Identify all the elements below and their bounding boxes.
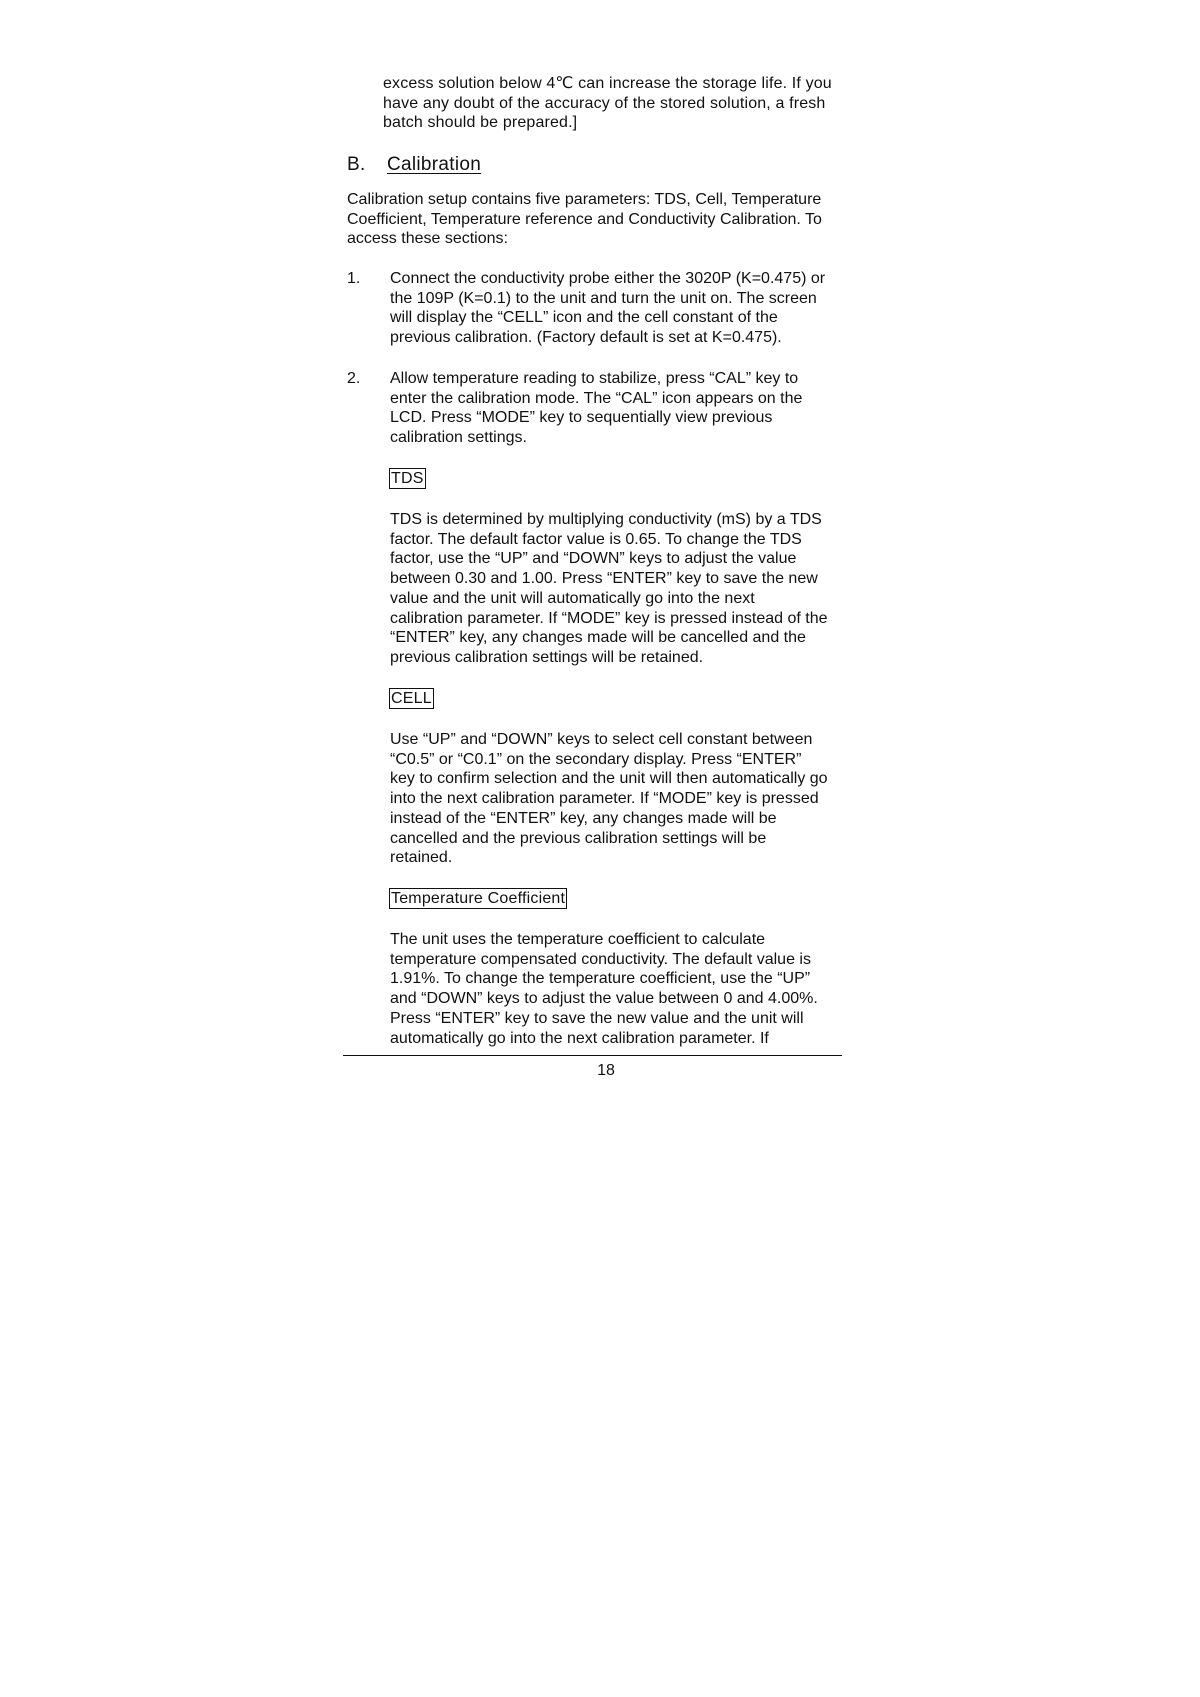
paragraph-line: Coefficient, Temperature reference and Conductivity Calibration. To [347, 210, 822, 228]
intro-continuation-paragraph [383, 74, 865, 133]
paragraph-line: value and the unit will automatically go into the next [390, 589, 755, 607]
step-number: 1. [347, 270, 361, 287]
section-intro-paragraph [347, 190, 867, 249]
paragraph-line: will display the “CELL” icon and the cell constant of the [390, 309, 778, 327]
param-label-temperature-coefficient [389, 888, 567, 909]
paragraph-line: calibration parameter. If “MODE” key is pressed instead of the [390, 609, 828, 627]
paragraph-line: previous calibration settings will be retained. [390, 648, 704, 666]
paragraph-line: LCD. Press “MODE” key to sequentially view previous [390, 409, 773, 427]
paragraph-line: Press “ENTER” key to save the new value and the unit will [390, 1009, 804, 1027]
paragraph-line: key to confirm selection and the unit will then automatically go [390, 770, 828, 788]
page-number: 18 [597, 1062, 615, 1079]
paragraph-line: Allow temperature reading to stabilize, press “CAL” key to [390, 370, 799, 387]
step-text [390, 369, 870, 448]
paragraph-line: instead of the “ENTER” key, any changes made will be [390, 809, 777, 827]
step-number: 2. [347, 370, 361, 387]
paragraph-line: factor. The default factor value is 0.65. To change the TDS [390, 530, 802, 548]
paragraph-line: 1.91%. To change the temperature coefficient, use the “UP” [390, 970, 811, 988]
paragraph-line: “ENTER” key, any changes made will be cancelled and the [390, 629, 806, 647]
paragraph-line: the 109P (K=0.1) to the unit and turn the unit on. The screen [390, 289, 817, 307]
paragraph-line: automatically go into the next calibration parameter. If [390, 1029, 769, 1047]
paragraph-line: between 0.30 and 1.00. Press “ENTER” key to save the new [390, 570, 818, 588]
paragraph-line: Use “UP” and “DOWN” keys to select cell constant between [390, 731, 813, 748]
paragraph-line: Calibration setup contains five parameters: TDS, Cell, Temperature [347, 191, 822, 208]
paragraph-line: previous calibration. (Factory default is set at K=0.475). [390, 329, 782, 347]
paragraph-line: Connect the conductivity probe either the 3020P (K=0.475) or [390, 270, 826, 287]
paragraph-line: cancelled and the previous calibration settings will be [390, 829, 767, 847]
boxed-label: CELL [391, 690, 432, 707]
paragraph-line: batch should be prepared.] [383, 114, 578, 132]
paragraph-line: into the next calibration parameter. If “MODE” key is pressed [390, 790, 819, 808]
paragraph-line: TDS is determined by multiplying conductivity (mS) by a TDS [390, 511, 822, 528]
paragraph-line: retained. [390, 849, 453, 867]
section-letter: B. [347, 154, 366, 175]
param-label-cell [389, 688, 434, 709]
paragraph-line: enter the calibration mode. The “CAL” icon appears on the [390, 389, 803, 407]
param-text-cell [390, 730, 870, 868]
param-text-tds [390, 510, 870, 668]
paragraph-line: temperature compensated conductivity. The default value is [390, 950, 811, 968]
paragraph-line: factor, use the “UP” and “DOWN” keys to adjust the value [390, 550, 797, 568]
paragraph-line: and “DOWN” keys to adjust the value between 0 and 4.00%. [390, 990, 818, 1008]
boxed-label: Temperature Coefficient [391, 890, 566, 907]
paragraph-line: calibration settings. [390, 429, 527, 447]
paragraph-line: have any doubt of the accuracy of the stored solution, a fresh [383, 94, 826, 112]
boxed-label: TDS [391, 470, 424, 487]
param-label-tds [389, 468, 426, 489]
section-title: Calibration [387, 154, 482, 175]
step-text [390, 269, 870, 348]
section-heading [347, 155, 481, 175]
paragraph-line: “C0.5” or “C0.1” on the secondary display. Press “ENTER” [390, 750, 802, 768]
paragraph-line: access these sections: [347, 230, 508, 248]
paragraph-line: The unit uses the temperature coefficient to calculate [390, 931, 766, 948]
param-text-temperature-coefficient [390, 930, 870, 1048]
footer-rule [343, 1055, 842, 1056]
paragraph-line: excess solution below 4℃ can increase the storage life. If you [383, 75, 832, 92]
